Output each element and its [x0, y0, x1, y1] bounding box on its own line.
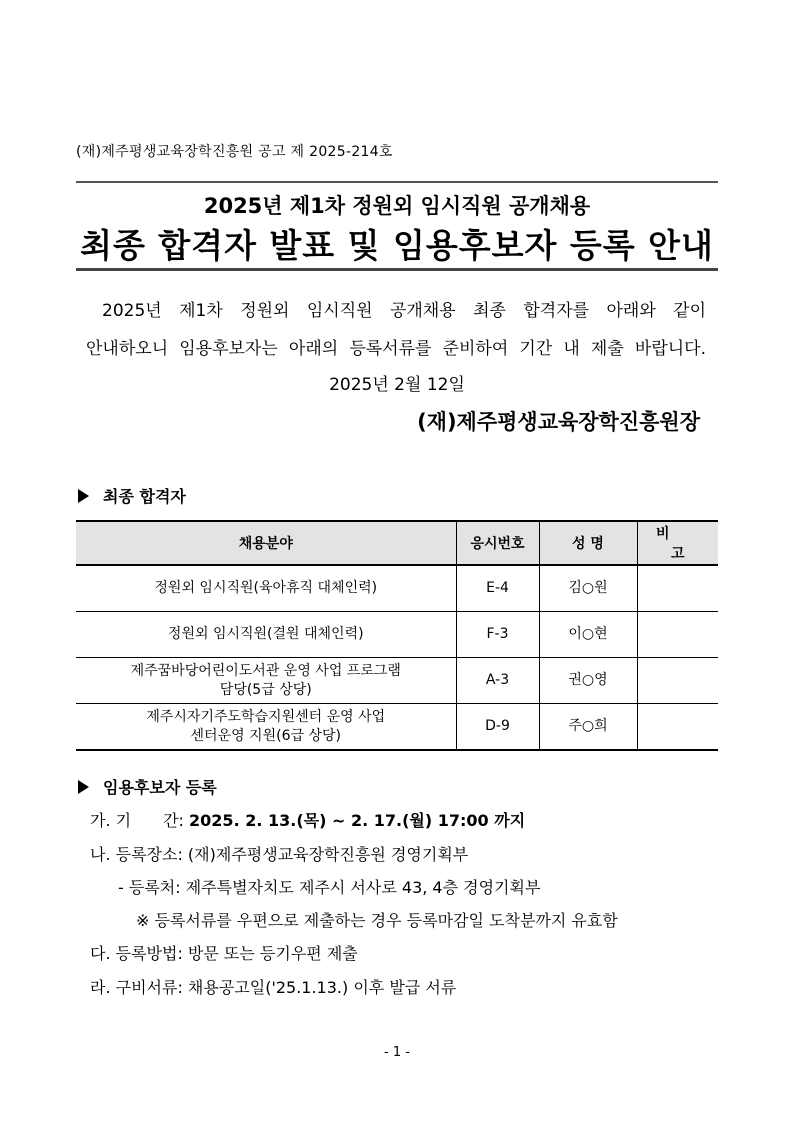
table-row [76, 612, 718, 658]
registration-method: 다. 등록방법: 방문 또는 등기우편 제출 [90, 944, 358, 963]
cell-name: 김○원 [539, 565, 637, 612]
title-line-2: 최종 합격자 발표 및 임용후보자 등록 안내 [80, 226, 714, 265]
cell-field: 제주꿈바당어린이도서관 운영 사업 프로그램 담당(5급 상당) [76, 658, 456, 704]
cell-name: 주○희 [539, 704, 637, 751]
registration-note: ※ 등록서류를 우편으로 제출하는 경우 등록마감일 도착분까지 유효함 [136, 911, 618, 930]
cell-remark [637, 612, 718, 658]
intro-paragraph [86, 292, 706, 368]
cell-number: D-9 [456, 704, 539, 751]
cell-remark [637, 658, 718, 704]
table-row [76, 565, 718, 612]
registration-documents: 라. 구비서류: 채용공고일('25.1.13.) 이후 발급 서류 [90, 978, 457, 997]
cell-number: A-3 [456, 658, 539, 704]
cell-name: 이○현 [539, 612, 637, 658]
registration-place: 나. 등록장소: (재)제주평생교육장학진흥원 경영기획부 [90, 845, 469, 864]
header-name: 성 명 [539, 521, 637, 565]
registration-address: - 등록처: 제주특별자치도 제주시 서사로 43, 4층 경영기획부 [118, 878, 541, 897]
title-top-rule [76, 181, 718, 183]
notice-date: 2025년 2월 12일 [329, 375, 465, 395]
passers-table [76, 520, 718, 751]
triangle-bullet-icon [78, 489, 89, 503]
period-value: 2025. 2. 13.(목) ~ 2. 17.(월) 17:00 까지 [189, 811, 526, 830]
table-row [76, 704, 718, 751]
section-final-passers [78, 484, 186, 507]
cell-remark [637, 565, 718, 612]
page-number: - 1 - [384, 1045, 410, 1060]
cell-name: 권○영 [539, 658, 637, 704]
title-bottom-rule [76, 268, 718, 271]
header-remark: 비 고 [637, 521, 718, 565]
notice-number: (재)제주평생교육장학진흥원 공고 제 2025-214호 [76, 144, 393, 160]
triangle-bullet-icon [78, 780, 89, 794]
cell-field: 정원외 임시직원(육아휴직 대체인력) [76, 565, 456, 612]
period-label: 가. 기 간: [90, 811, 184, 830]
table-row [76, 658, 718, 704]
section-registration-title: 임용후보자 등록 [103, 778, 217, 797]
cell-field: 제주시자기주도학습지원센터 운영 사업 센터운영 지원(6급 상당) [76, 704, 456, 751]
intro-line-2: 안내하오니 임용후보자는 아래의 등록서류를 준비하여 기간 내 제출 바랍니다. [86, 339, 706, 359]
title-line-1: 2025년 제1차 정원외 임시직원 공개채용 [203, 194, 591, 218]
cell-remark [637, 704, 718, 751]
issuer-name: (재)제주평생교육장학진흥원장 [417, 410, 700, 434]
header-number: 응시번호 [456, 521, 539, 565]
header-field: 채용분야 [76, 521, 456, 565]
cell-number: F-3 [456, 612, 539, 658]
cell-number: E-4 [456, 565, 539, 612]
cell-field: 정원외 임시직원(결원 대체인력) [76, 612, 456, 658]
intro-line-1: 2025년 제1차 정원외 임시직원 공개채용 최종 합격자를 아래와 같이 [102, 301, 706, 321]
registration-period [90, 810, 525, 832]
table-header-row [76, 521, 718, 565]
section-final-passers-title: 최종 합격자 [103, 487, 186, 506]
section-registration [78, 775, 217, 798]
